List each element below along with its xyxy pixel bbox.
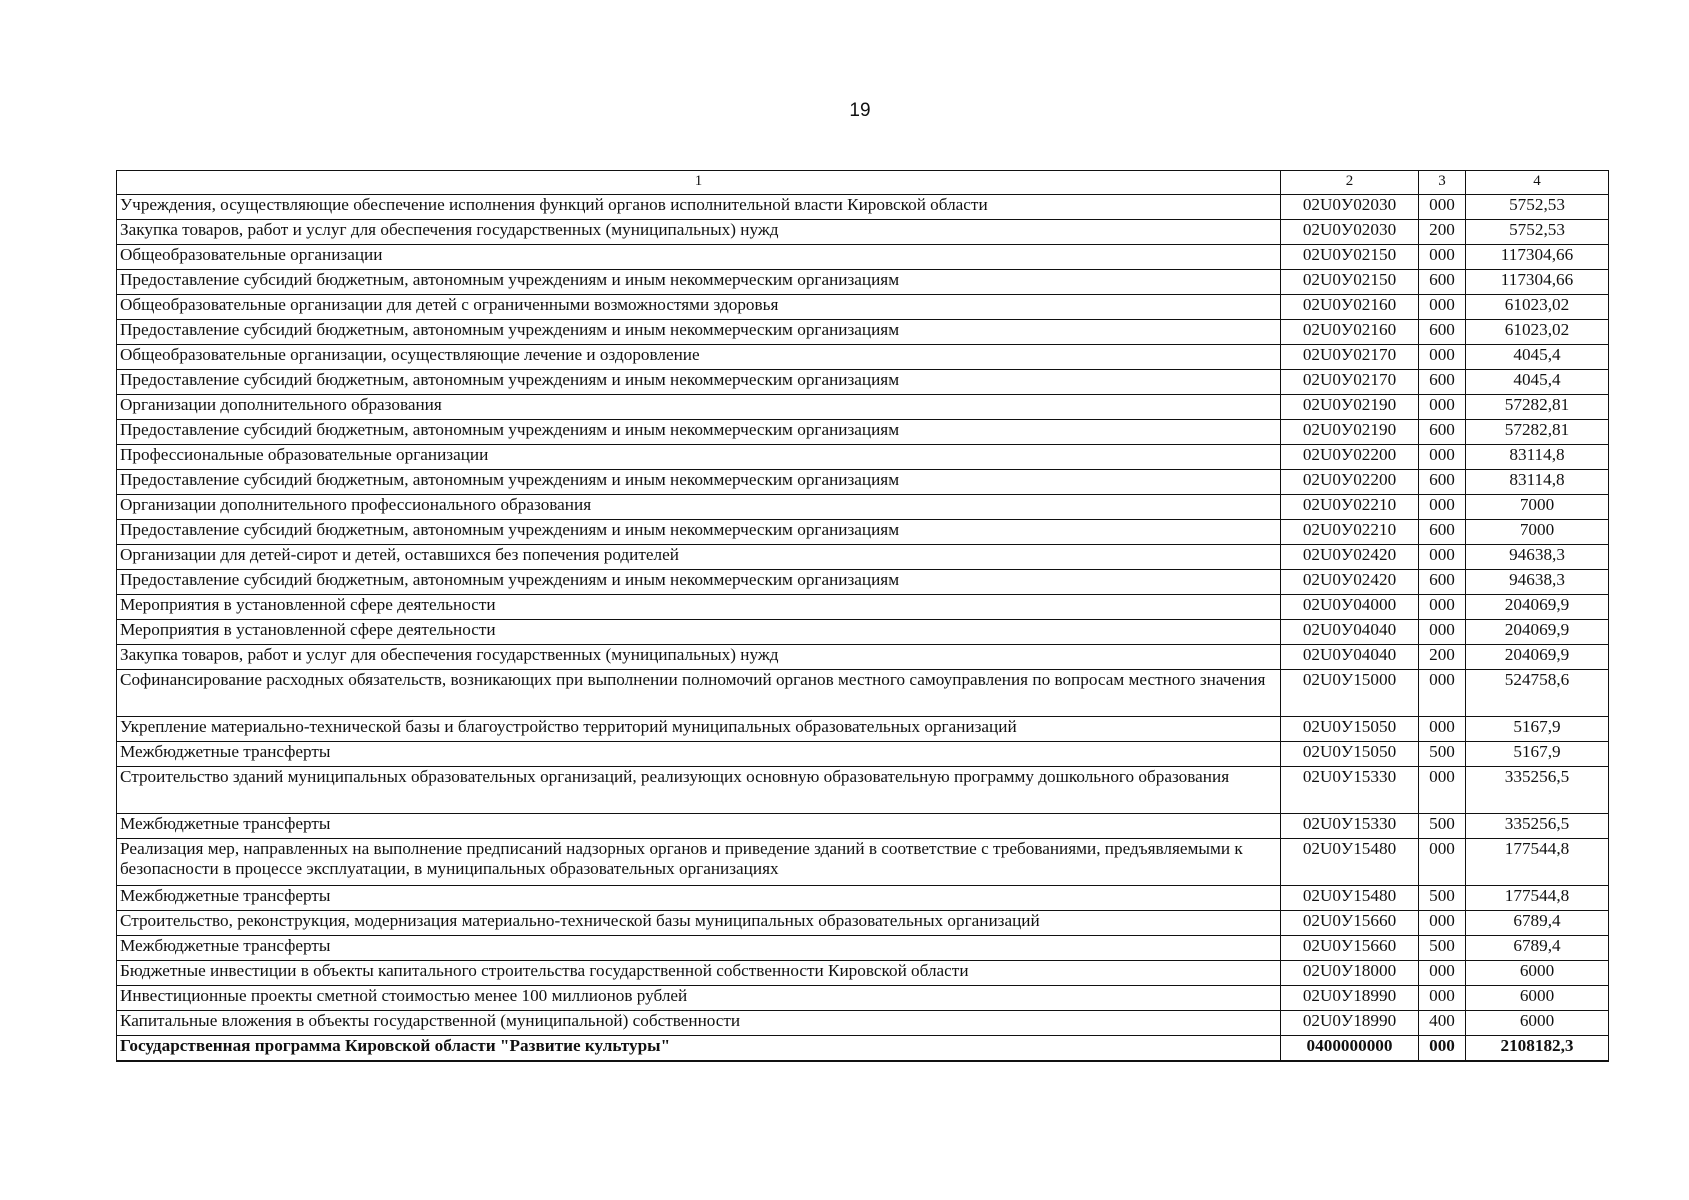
row-amount-cell: 83114,8 xyxy=(1466,445,1609,470)
row-name-cell: Межбюджетные трансферты xyxy=(117,886,1281,911)
row-code-cell: 02U0У02200 xyxy=(1281,470,1419,495)
row-code-cell: 02U0У02190 xyxy=(1281,420,1419,445)
row-code-cell: 02U0У04000 xyxy=(1281,595,1419,620)
row-name-cell: Профессиональные образовательные организации xyxy=(117,445,1281,470)
table-row xyxy=(117,545,1609,570)
column-header-3: 3 xyxy=(1419,171,1466,195)
table-row xyxy=(117,742,1609,767)
row-kind-cell: 000 xyxy=(1419,717,1466,742)
row-code-cell: 02U0У15660 xyxy=(1281,936,1419,961)
row-amount-cell: 6000 xyxy=(1466,1011,1609,1036)
budget-table-body xyxy=(117,171,1609,1061)
table-row xyxy=(117,320,1609,345)
row-code-cell: 02U0У15050 xyxy=(1281,717,1419,742)
row-kind-cell: 000 xyxy=(1419,911,1466,936)
row-name-cell: Предоставление субсидий бюджетным, автономным учреждениям и иным некоммерческим организациям xyxy=(117,520,1281,545)
row-kind-cell: 600 xyxy=(1419,520,1466,545)
row-name-cell: Мероприятия в установленной сфере деятельности xyxy=(117,595,1281,620)
row-amount-cell: 6789,4 xyxy=(1466,911,1609,936)
row-name-cell: Закупка товаров, работ и услуг для обеспечения государственных (муниципальных) нужд xyxy=(117,645,1281,670)
row-kind-cell: 000 xyxy=(1419,195,1466,220)
row-kind-cell: 000 xyxy=(1419,595,1466,620)
row-name-cell: Предоставление субсидий бюджетным, автономным учреждениям и иным некоммерческим организациям xyxy=(117,270,1281,295)
row-code-cell: 02U0У02030 xyxy=(1281,220,1419,245)
row-code-cell: 02U0У02160 xyxy=(1281,295,1419,320)
row-name-cell: Закупка товаров, работ и услуг для обеспечения государственных (муниципальных) нужд xyxy=(117,220,1281,245)
row-amount-cell: 4045,4 xyxy=(1466,345,1609,370)
row-code-cell: 02U0У15330 xyxy=(1281,767,1419,814)
row-name-cell: Софинансирование расходных обязательств, возникающих при выполнении полномочий органов местного самоуправления по вопросам местного значения xyxy=(117,670,1281,717)
table-row xyxy=(117,370,1609,395)
row-code-cell: 02U0У02210 xyxy=(1281,495,1419,520)
table-row xyxy=(117,814,1609,839)
row-code-cell: 02U0У02420 xyxy=(1281,545,1419,570)
row-kind-cell: 000 xyxy=(1419,495,1466,520)
table-row xyxy=(117,620,1609,645)
row-amount-cell: 204069,9 xyxy=(1466,620,1609,645)
row-code-cell: 02U0У15050 xyxy=(1281,742,1419,767)
row-name-cell: Межбюджетные трансферты xyxy=(117,936,1281,961)
row-kind-cell: 000 xyxy=(1419,245,1466,270)
row-kind-cell: 500 xyxy=(1419,742,1466,767)
row-kind-cell: 000 xyxy=(1419,395,1466,420)
row-name-cell: Межбюджетные трансферты xyxy=(117,814,1281,839)
row-kind-cell: 600 xyxy=(1419,320,1466,345)
row-code-cell: 02U0У02030 xyxy=(1281,195,1419,220)
table-row xyxy=(117,270,1609,295)
row-code-cell: 02U0У15330 xyxy=(1281,814,1419,839)
row-name-cell: Предоставление субсидий бюджетным, автономным учреждениям и иным некоммерческим организациям xyxy=(117,570,1281,595)
table-total-row xyxy=(117,1036,1609,1061)
row-name-cell: Инвестиционные проекты сметной стоимостью менее 100 миллионов рублей xyxy=(117,986,1281,1011)
row-name-cell: Межбюджетные трансферты xyxy=(117,742,1281,767)
row-name-cell: Укрепление материально-технической базы и благоустройство территорий муниципальных образовательных организаций xyxy=(117,717,1281,742)
row-name-cell: Организации для детей-сирот и детей, оставшихся без попечения родителей xyxy=(117,545,1281,570)
row-code-cell: 02U0У18990 xyxy=(1281,986,1419,1011)
table-row xyxy=(117,195,1609,220)
row-code-cell: 02U0У02200 xyxy=(1281,445,1419,470)
row-kind-cell: 600 xyxy=(1419,420,1466,445)
row-kind-cell: 600 xyxy=(1419,470,1466,495)
row-amount-cell: 2108182,3 xyxy=(1466,1036,1609,1061)
row-amount-cell: 5167,9 xyxy=(1466,717,1609,742)
row-code-cell: 02U0У18000 xyxy=(1281,961,1419,986)
row-kind-cell: 000 xyxy=(1419,620,1466,645)
row-amount-cell: 61023,02 xyxy=(1466,295,1609,320)
table-row xyxy=(117,670,1609,717)
row-name-cell: Строительство, реконструкция, модернизация материально-технической базы муниципальных образовательных организаций xyxy=(117,911,1281,936)
row-name-cell: Организации дополнительного образования xyxy=(117,395,1281,420)
row-kind-cell: 000 xyxy=(1419,295,1466,320)
row-amount-cell: 524758,6 xyxy=(1466,670,1609,717)
row-kind-cell: 200 xyxy=(1419,645,1466,670)
table-row xyxy=(117,420,1609,445)
row-kind-cell: 200 xyxy=(1419,220,1466,245)
row-code-cell: 02U0У02420 xyxy=(1281,570,1419,595)
table-row xyxy=(117,886,1609,911)
row-name-cell: Капитальные вложения в объекты государственной (муниципальной) собственности xyxy=(117,1011,1281,1036)
row-amount-cell: 4045,4 xyxy=(1466,370,1609,395)
row-code-cell: 02U0У15000 xyxy=(1281,670,1419,717)
row-code-cell: 0400000000 xyxy=(1281,1036,1419,1061)
row-kind-cell: 600 xyxy=(1419,270,1466,295)
table-row xyxy=(117,345,1609,370)
row-code-cell: 02U0У15480 xyxy=(1281,839,1419,886)
row-amount-cell: 57282,81 xyxy=(1466,420,1609,445)
row-code-cell: 02U0У02150 xyxy=(1281,270,1419,295)
table-header-row xyxy=(117,171,1609,195)
row-amount-cell: 94638,3 xyxy=(1466,570,1609,595)
table-row xyxy=(117,445,1609,470)
row-code-cell: 02U0У02190 xyxy=(1281,395,1419,420)
table-row xyxy=(117,767,1609,814)
row-name-cell: Государственная программа Кировской области "Развитие культуры" xyxy=(117,1036,1281,1061)
row-amount-cell: 6000 xyxy=(1466,961,1609,986)
row-amount-cell: 204069,9 xyxy=(1466,595,1609,620)
row-amount-cell: 57282,81 xyxy=(1466,395,1609,420)
table-row xyxy=(117,395,1609,420)
row-name-cell: Организации дополнительного профессионального образования xyxy=(117,495,1281,520)
row-code-cell: 02U0У04040 xyxy=(1281,620,1419,645)
row-kind-cell: 500 xyxy=(1419,936,1466,961)
table-row xyxy=(117,986,1609,1011)
table-row xyxy=(117,645,1609,670)
row-code-cell: 02U0У15480 xyxy=(1281,886,1419,911)
table-row xyxy=(117,470,1609,495)
row-name-cell: Реализация мер, направленных на выполнение предписаний надзорных органов и приведение зданий в соответствие с требованиями, предъявляемыми к безопасности в процессе эксплуатации, в муниципальных образовательных организациях xyxy=(117,839,1281,886)
table-row xyxy=(117,520,1609,545)
row-code-cell: 02U0У02170 xyxy=(1281,370,1419,395)
row-name-cell: Строительство зданий муниципальных образовательных организаций, реализующих основную образовательную программу дошкольного образования xyxy=(117,767,1281,814)
row-amount-cell: 6000 xyxy=(1466,986,1609,1011)
row-name-cell: Предоставление субсидий бюджетным, автономным учреждениям и иным некоммерческим организациям xyxy=(117,370,1281,395)
table-row xyxy=(117,220,1609,245)
table-row xyxy=(117,245,1609,270)
column-header-2: 2 xyxy=(1281,171,1419,195)
row-amount-cell: 94638,3 xyxy=(1466,545,1609,570)
row-amount-cell: 5752,53 xyxy=(1466,220,1609,245)
row-name-cell: Предоставление субсидий бюджетным, автономным учреждениям и иным некоммерческим организациям xyxy=(117,320,1281,345)
row-amount-cell: 5752,53 xyxy=(1466,195,1609,220)
table-row xyxy=(117,570,1609,595)
row-name-cell: Предоставление субсидий бюджетным, автономным учреждениям и иным некоммерческим организациям xyxy=(117,420,1281,445)
table-row xyxy=(117,717,1609,742)
row-code-cell: 02U0У02160 xyxy=(1281,320,1419,345)
row-kind-cell: 000 xyxy=(1419,961,1466,986)
row-name-cell: Учреждения, осуществляющие обеспечение исполнения функций органов исполнительной власти Кировской области xyxy=(117,195,1281,220)
row-amount-cell: 7000 xyxy=(1466,520,1609,545)
row-amount-cell: 335256,5 xyxy=(1466,767,1609,814)
row-kind-cell: 000 xyxy=(1419,986,1466,1011)
row-amount-cell: 117304,66 xyxy=(1466,270,1609,295)
row-name-cell: Общеобразовательные организации xyxy=(117,245,1281,270)
page-number: 19 xyxy=(849,100,871,121)
table-row xyxy=(117,295,1609,320)
table-row xyxy=(117,911,1609,936)
row-amount-cell: 117304,66 xyxy=(1466,245,1609,270)
table-row xyxy=(117,961,1609,986)
column-header-4: 4 xyxy=(1466,171,1609,195)
row-amount-cell: 335256,5 xyxy=(1466,814,1609,839)
table-row xyxy=(117,936,1609,961)
column-header-1: 1 xyxy=(117,171,1281,195)
row-code-cell: 02U0У18990 xyxy=(1281,1011,1419,1036)
table-row xyxy=(117,839,1609,886)
row-amount-cell: 177544,8 xyxy=(1466,886,1609,911)
row-amount-cell: 5167,9 xyxy=(1466,742,1609,767)
row-code-cell: 02U0У15660 xyxy=(1281,911,1419,936)
row-name-cell: Мероприятия в установленной сфере деятельности xyxy=(117,620,1281,645)
row-code-cell: 02U0У02150 xyxy=(1281,245,1419,270)
row-kind-cell: 000 xyxy=(1419,767,1466,814)
row-kind-cell: 500 xyxy=(1419,886,1466,911)
row-kind-cell: 000 xyxy=(1419,445,1466,470)
row-amount-cell: 204069,9 xyxy=(1466,645,1609,670)
table-row xyxy=(117,595,1609,620)
row-kind-cell: 400 xyxy=(1419,1011,1466,1036)
row-code-cell: 02U0У02210 xyxy=(1281,520,1419,545)
row-name-cell: Общеобразовательные организации, осуществляющие лечение и оздоровление xyxy=(117,345,1281,370)
row-name-cell: Общеобразовательные организации для детей с ограниченными возможностями здоровья xyxy=(117,295,1281,320)
row-code-cell: 02U0У02170 xyxy=(1281,345,1419,370)
budget-table xyxy=(116,170,1609,1062)
row-kind-cell: 000 xyxy=(1419,670,1466,717)
row-kind-cell: 600 xyxy=(1419,570,1466,595)
row-name-cell: Предоставление субсидий бюджетным, автономным учреждениям и иным некоммерческим организациям xyxy=(117,470,1281,495)
row-name-cell: Бюджетные инвестиции в объекты капитального строительства государственной собственности Кировской области xyxy=(117,961,1281,986)
row-kind-cell: 500 xyxy=(1419,814,1466,839)
table-row xyxy=(117,495,1609,520)
row-kind-cell: 000 xyxy=(1419,545,1466,570)
row-amount-cell: 6789,4 xyxy=(1466,936,1609,961)
row-code-cell: 02U0У04040 xyxy=(1281,645,1419,670)
row-amount-cell: 177544,8 xyxy=(1466,839,1609,886)
row-kind-cell: 000 xyxy=(1419,839,1466,886)
table-row xyxy=(117,1011,1609,1036)
row-amount-cell: 7000 xyxy=(1466,495,1609,520)
row-amount-cell: 83114,8 xyxy=(1466,470,1609,495)
row-kind-cell: 000 xyxy=(1419,1036,1466,1061)
row-kind-cell: 000 xyxy=(1419,345,1466,370)
row-amount-cell: 61023,02 xyxy=(1466,320,1609,345)
row-kind-cell: 600 xyxy=(1419,370,1466,395)
